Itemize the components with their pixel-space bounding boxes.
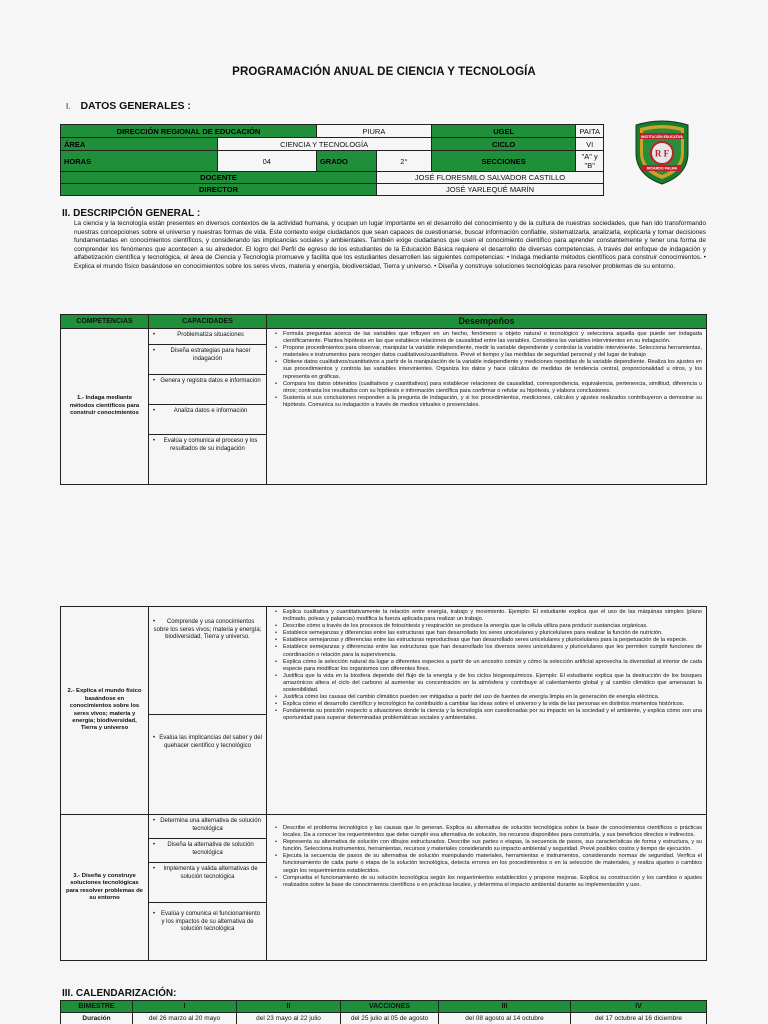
document-title: PROGRAMACIÓN ANUAL DE CIENCIA Y TECNOLOGÍA xyxy=(232,66,536,78)
header-capacidades: CAPACIDADES xyxy=(149,315,267,329)
capacidad-item: • Evalúa y comunica el funcionamiento y los impactos de su alternativa de solución tecnológica xyxy=(149,903,266,959)
header-desempenos: Desempeños xyxy=(267,315,707,329)
area-label: ÁREA xyxy=(61,138,218,151)
area-value: CIENCIA Y TECNOLOGÍA xyxy=(217,138,431,151)
cal-header-iii: III xyxy=(439,1001,571,1013)
competencia-3: 3.- Diseña y construye soluciones tecnológicas para resolver problemas de su entorno xyxy=(61,815,149,961)
desempeno-item: • Obtiene datos cualitativos/cuantitativos a partir de la manipulación de la variable independiente y mediciones repetidas de la variable dependiente. Realiza los ajustes en sus procedimientos y controla las variables intervinientes. Organiza los datos y hace cálculos de medidas de tendencia central, proporcionalidad u otros, y los representa en gráficas. xyxy=(273,359,702,380)
cal-duracion-iv: del 17 octubre al 16 diciembre xyxy=(571,1013,707,1024)
ciclo-value: VI xyxy=(576,138,604,151)
capacidades-1-cell xyxy=(149,329,267,485)
capacidad-item: • Evalúa las implicancias del saber y del quehacer científico y tecnológico xyxy=(149,715,266,813)
capacidades-2-cell xyxy=(149,607,267,815)
calendarizacion-table xyxy=(60,1000,707,1024)
logo-bottom-text: RICARDO PALMA xyxy=(646,166,678,171)
desempeno-item: • Explica cómo el desarrollo científico y tecnológico ha contribuido a cambiar las ideas sobre el universo y la vida de las personas en distintos momentos históricos. xyxy=(273,701,702,708)
ugel-label: UGEL xyxy=(431,125,576,138)
director-label: DIRECTOR xyxy=(61,184,377,196)
desempenos-2-cell xyxy=(267,607,707,815)
desempeno-item: • Establece semejanzas y diferencias entre las estructuras reproductivas que han desarrollado seres unicelulares y pluricelulares para la perpetuación de la especie. xyxy=(273,637,702,644)
datos-generales-table xyxy=(60,124,604,196)
desempeno-item: • Justifica cómo las causas del cambio climático pueden ser mitigadas a partir del uso de fuentes de energía limpia en la generación de energía eléctrica. xyxy=(273,694,702,701)
competencias-table-2 xyxy=(60,606,707,961)
capacidad-item: • Genera y registra datos e información xyxy=(149,375,266,405)
desempeno-item: • Establece semejanzas y diferencias entre las estructuras que han desarrollado los diversos seres unicelulares y pluricelulares que les permiten cumplir funciones de coordinación o relación para la supervivencia. xyxy=(273,644,702,658)
section-number: I. xyxy=(66,102,71,111)
desempeno-item: • Comprueba el funcionamiento de su solución tecnológica según los requerimientos establecidos y propone mejoras. Explica su construcción y los cambios o ajustes realizados sobre la base de conocimientos científicos o en prácticas locales, y determina el impacto ambiental durante su implementación y uso. xyxy=(273,875,702,889)
logo-top-text: INSTITUCIÓN EDUCATIVA xyxy=(641,134,683,139)
desempeno-item: • Establece semejanzas y diferencias entre las estructuras que han desarrollado los seres unicelulares y pluricelulares para realizar la función de nutrición. xyxy=(273,630,702,637)
desempeno-item: • Ejecuta la secuencia de pasos de su alternativa de solución manipulando materiales, herramientas e instrumentos, considerando normas de seguridad. Verifica el funcionamiento de cada parte o etapa de la solución tecnológica, detecta errores en los procedimientos o en la selección de materiales, y realiza ajustes o cambios según los requerimientos establecidos. xyxy=(273,853,702,874)
dre-label: DIRECCIÓN REGIONAL DE EDUCACIÓN xyxy=(61,125,317,138)
desempeno-item: • Describe cómo a través de los procesos de fotosíntesis y respiración se produce la energía que la célula utiliza para producir sustancias orgánicas. xyxy=(273,623,702,630)
competencia-2: 2.- Explica el mundo físico basándose en conocimientos sobre los seres vivos; materia y energía; biodiversidad, Tierra y universo xyxy=(61,607,149,815)
capacidad-item: • Comprende y usa conocimientos sobre los seres vivos; materia y energía; biodiversidad, Tierra y universo. xyxy=(149,607,266,715)
secciones-label: SECCIONES xyxy=(431,151,576,172)
desempenos-1-cell xyxy=(267,329,707,485)
section-label: DATOS GENERALES : xyxy=(80,100,191,112)
ciclo-label: CICLO xyxy=(431,138,576,151)
capacidad-item: • Analiza datos e información xyxy=(149,405,266,435)
capacidades-3-cell xyxy=(149,815,267,961)
horas-label: HORAS xyxy=(61,151,218,172)
cal-header-i: I xyxy=(133,1001,237,1013)
capacidad-item: • Diseña estrategias para hacer indagación xyxy=(149,345,266,375)
section-calendarizacion-heading: III. CALENDARIZACIÓN: xyxy=(62,988,177,999)
competencia-1: 1.- Indaga mediante métodos científicos para construir conocimientos xyxy=(61,329,149,485)
capacidad-item: • Problematiza situaciones xyxy=(149,329,266,345)
cal-header-iv: IV xyxy=(571,1001,707,1013)
desempeno-item: • Sustenta si sus conclusiones responden a la pregunta de indagación, y si los procedimientos, mediciones, cálculos y ajustes realizados contribuyeron a demostrar su hipótesis. Comunica su indagación a través de medios virtuales o presenciales. xyxy=(273,395,702,409)
school-crest-logo xyxy=(634,119,690,185)
cal-duracion-i: del 26 marzo al 20 mayo xyxy=(133,1013,237,1024)
desempeno-item: • Fundamenta su posición respecto a situaciones donde la ciencia y la tecnología son cuestionadas por su impacto en la sociedad y el ambiente, y explica cómo son una oportunidad para superar determinadas problemáticas sociales y ambientales. xyxy=(273,708,702,722)
cal-duracion-label: Duración xyxy=(61,1013,133,1024)
grado-value: 2° xyxy=(376,151,431,172)
secciones-value: "A" y "B" xyxy=(576,151,604,172)
grado-label: GRADO xyxy=(316,151,376,172)
cal-header-bimestre: BIMESTRE xyxy=(61,1001,133,1013)
cal-header-ii: II xyxy=(237,1001,341,1013)
desempenos-3-cell xyxy=(267,815,707,961)
capacidad-item: • Diseña la alternativa de solución tecnológica xyxy=(149,839,266,863)
desempeno-item: • Compara los datos obtenidos (cualitativos y cuantitativos) para establecer relaciones de causalidad, correspondencia, equivalencia, pertenencia, similitud, diferencia u otros; contrasta los resultados con su hipótesis e información científica para confirmar o refutar su hipótesis, y elabora conclusiones. xyxy=(273,381,702,395)
cal-duracion-ii: del 23 mayo al 22 julio xyxy=(237,1013,341,1024)
logo-mark-text: R F xyxy=(654,148,670,159)
desempeno-item: • Explica cualitativa y cuantitativamente la relación entre energía, trabajo y movimiento. Ejemplo: El estudiante explica que el uso de las máquinas simples (plano inclinado, poleas y palancas) modifica la fuerza aplicada para realizar un trabajo. xyxy=(273,609,702,623)
desempeno-item: • Justifica que la vida en la biosfera depende del flujo de la energía y de los ciclos biogeoquímicos. Ejemplo: El estudiante explica que la destrucción de los bosques amazónicos altera el ciclo del carbono al aumentar su concentración en la atmósfera y contribuye al calentamiento global y al cambio climático que amenazan la sostenibilidad. xyxy=(273,673,702,694)
header-competencias: COMPETENCIAS xyxy=(61,315,149,329)
capacidad-item: • Implementa y valida alternativas de solución tecnológica xyxy=(149,863,266,903)
desempeno-item: • Propone procedimientos para observar, manipular la variable independiente, medir la variable dependiente y controlar la variable interviniente. Selecciona herramientas, materiales e instrumentos para recoger datos cualitativos/cuantitativos. Prevé el tiempo y las medidas de seguridad personal y del lugar de trabajo xyxy=(273,345,702,359)
cal-header-vacaciones: VACCIONES xyxy=(341,1001,439,1013)
director-value: JOSÉ YARLEQUÉ MARÍN xyxy=(376,184,603,196)
desempeno-item: • Explica cómo la selección natural da lugar a diferentes especies a partir de un ancestro común y cómo la selección artificial aprovecha la diversidad al interior de cada especie para modificar los organismos con diferentes fines. xyxy=(273,659,702,673)
cal-duracion-iii: del 08 agosto al 14 octubre xyxy=(439,1013,571,1024)
docente-value: JOSÉ FLORESMILO SALVADOR CASTILLO xyxy=(376,172,603,184)
descripcion-general-text: La ciencia y la tecnología están presentes en diversos contextos de la actividad humana, y ocupan un lugar importante en el desarrollo del conocimiento y de la cultura de nuestras sociedades, que han ido transformando nuestras concepciones sobre el universo y nuestras formas de vida. Este contexto exige ciudadanos que sean capaces de cuestionarse, buscar información confiable, sistematizarla, analizarla, explicarla y tomar decisiones fundamentadas en conocimientos científicos, y considerando las implicancias sociales y ambientales. También exige ciudadanos que usen el conocimiento científico para aprender constantemente y tener una forma de comprender los fenómenos que acontecen a su alrededor. El logro del Perfil de egreso de los estudiantes de la Educación Básica requiere el desarrollo de diversas competencias. A través del enfoque de indagación y alfabetización científica y tecnológica, el área de Ciencia y Tecnología promueve y facilita que los estudiantes desarrollen las siguientes competencias: • Indaga mediante métodos científicos para construir conocimientos. • Explica el mundo físico basándose en conocimientos sobre los seres vivos, materia y energía, biodiversidad, Tierra y universo. • Diseña y construye soluciones tecnológicas para resolver problemas de su entorno. xyxy=(74,220,706,270)
cal-duracion-vacaciones: del 25 julio al 05 de agosto xyxy=(341,1013,439,1024)
capacidad-item: • Determina una alternativa de solución tecnológica xyxy=(149,815,266,839)
ugel-value: PAITA xyxy=(576,125,604,138)
dre-value: PIURA xyxy=(316,125,431,138)
horas-value: 04 xyxy=(217,151,316,172)
desempeno-item: • Representa su alternativa de solución con dibujos estructurados. Describe sus partes o etapas, la secuencia de pasos, sus características de forma y estructura, y su función. Selecciona instrumentos, herramientas, recursos y materiales considerando su impacto ambiental y seguridad. Prevé posibles costos y tiempo de ejecución. xyxy=(273,839,702,853)
docente-label: DOCENTE xyxy=(61,172,377,184)
desempeno-item: • Describe el problema tecnológico y las causas que lo generan. Explica su alternativa de solución tecnológica sobre la base de conocimientos científicos o prácticas locales. Da a conocer los requerimientos que debe cumplir esa alternativa de solución, los recursos disponibles para construirla, y sus beneficios directos e indirectos. xyxy=(273,825,702,839)
section-descripcion-heading: II. DESCRIPCIÓN GENERAL : xyxy=(62,208,201,219)
section-datos-generales-heading xyxy=(66,100,191,112)
desempeno-item: • Formula preguntas acerca de las variables que influyen en un hecho, fenómeno u objeto natural o tecnológico y selecciona aquella que puede ser indagada científicamente. Plantea hipótesis en las que establece relaciones de causalidad entre las variables. Considera las variables intervinientes en su indagación. xyxy=(273,331,702,345)
capacidad-item: • Evalúa y comunica el proceso y los resultados de su indagación xyxy=(149,435,266,483)
competencias-table-1 xyxy=(60,314,707,485)
